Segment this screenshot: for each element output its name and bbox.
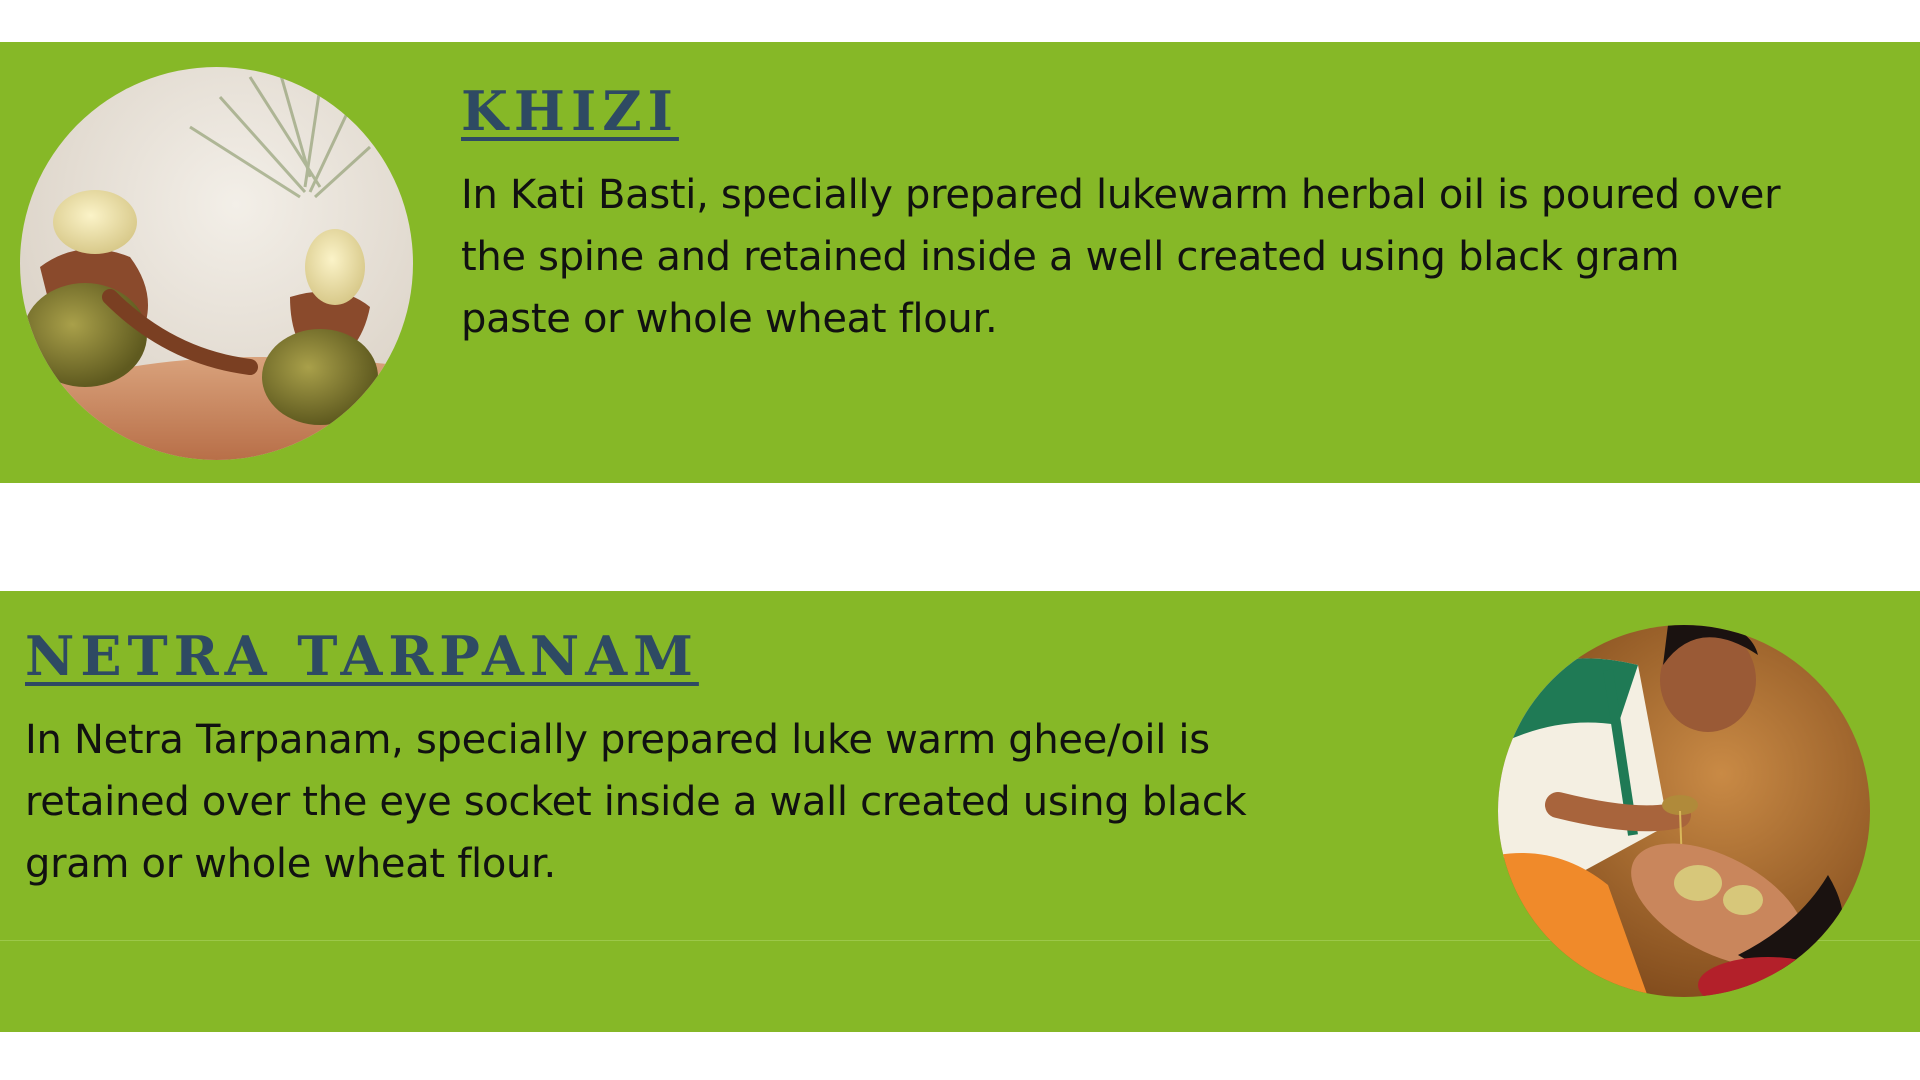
section-description: In Netra Tarpanam, specially prepared luke warm ghee/oil is retained over the eye socket inside a wall created using black gram or whole wheat flour. [25, 717, 1247, 887]
treatment-card-khizi [0, 42, 1920, 483]
section-title[interactable]: NETRA TARPANAM [25, 624, 699, 688]
treatment-card-netra-tarpanam [0, 591, 1920, 1032]
section-description: In Kati Basti, specially prepared lukewarm herbal oil is poured over the spine and retained inside a well created using black gram paste or whole wheat flour. [461, 172, 1781, 342]
eye-treatment-photo [1498, 625, 1870, 997]
section-title[interactable]: KHIZI [461, 79, 679, 143]
herbal-poultice-massage-photo [20, 67, 413, 460]
